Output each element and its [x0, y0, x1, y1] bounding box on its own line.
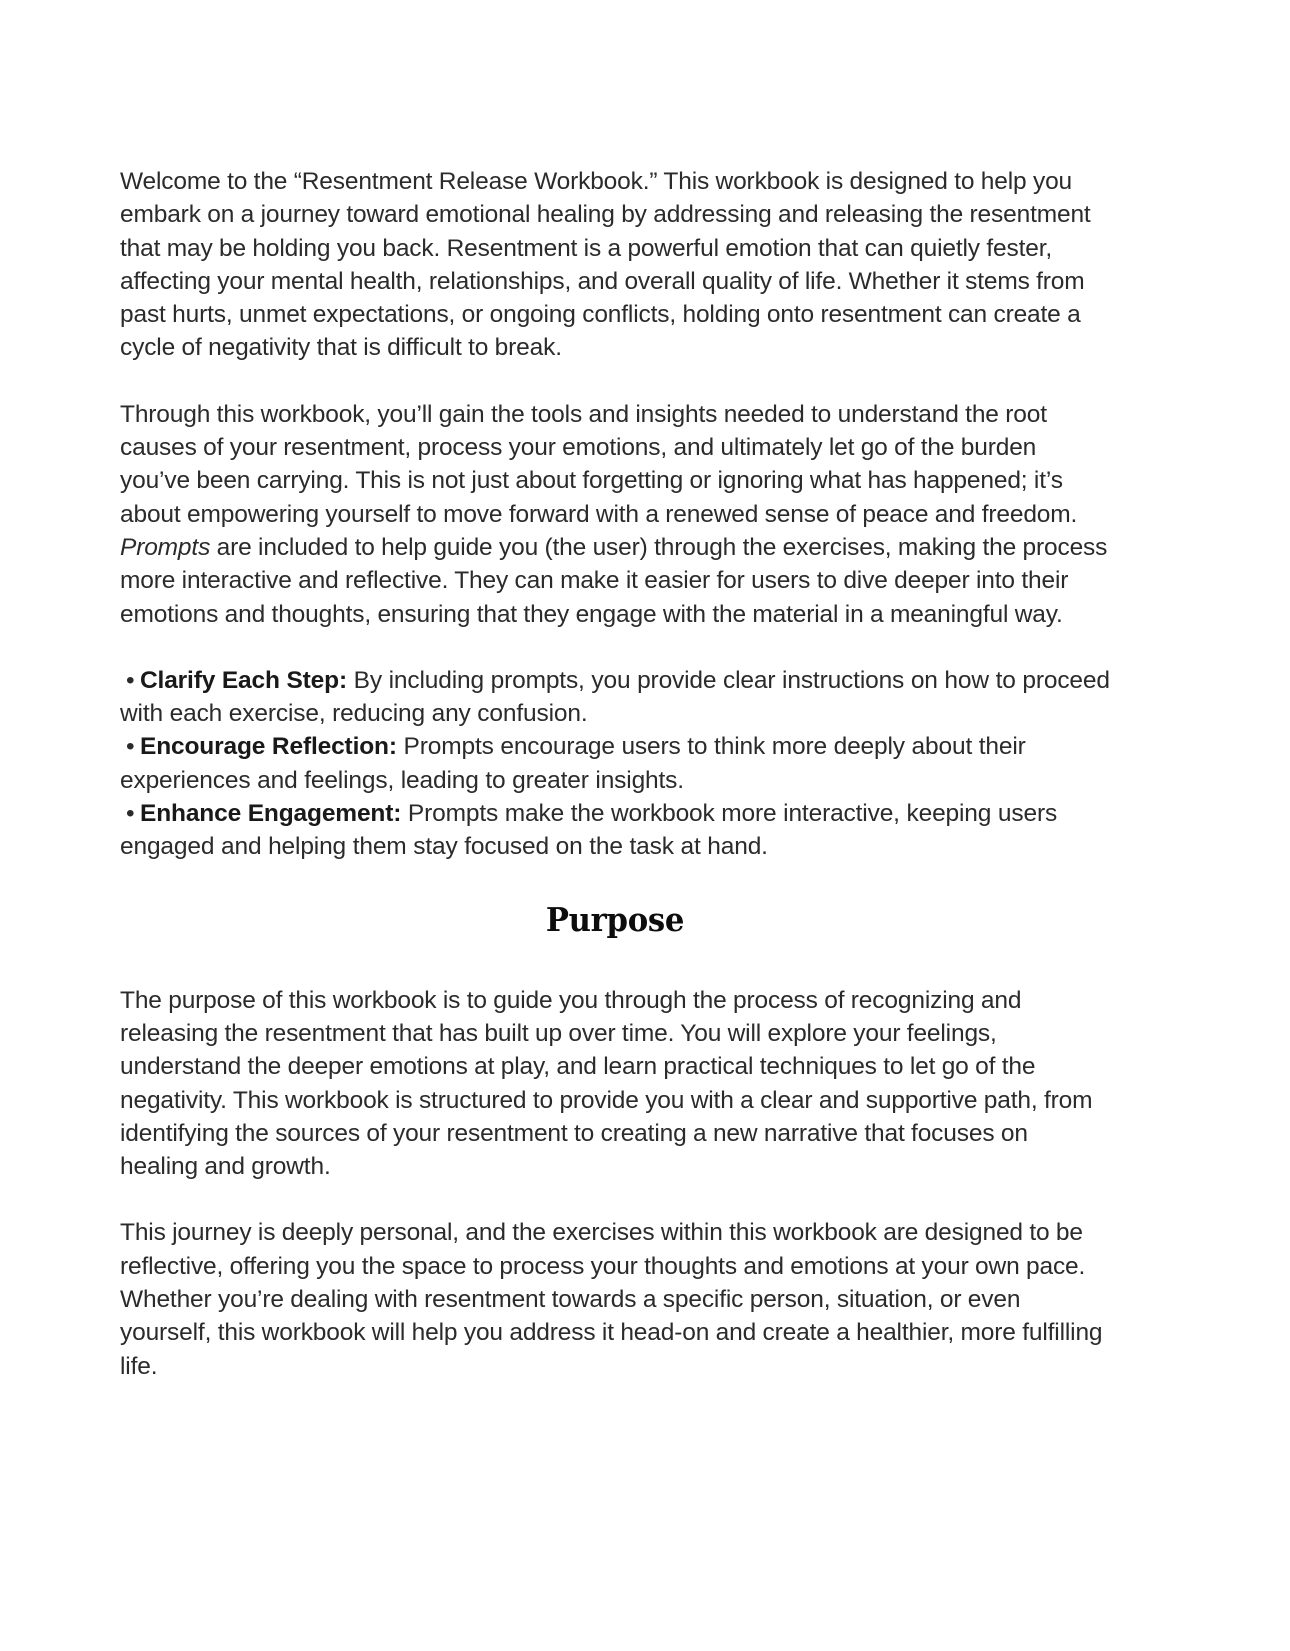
- bullet-marker-icon: •: [126, 800, 135, 828]
- through-this-workbook-paragraph: [120, 398, 1110, 631]
- list-item-body-text: Prompts make the workbook more interactive, keeping users engaged and helping them stay focused on the task at hand.: [120, 800, 1058, 861]
- purpose-paragraph-2: This journey is deeply personal, and the exercises within this workbook are designed to be reflective, offering you the space to process your thoughts and emotions at your own pace. Whether you’re dealing with resentment towards a specific person, situation, or even yourself, this workbook will help you address it head-on and create a healthier, more fulfilling life.: [120, 1219, 1103, 1380]
- paragraph-2-text-before-italic: Through this workbook, you’ll gain the tools and insights needed to understand the root causes of your resentment, process your emotions, and ultimately let go of the burden you’ve been carrying. This is not just about forgetting or ignoring what has happened; it’s about empowering yourself to move forward with a renewed sense of peace and freedom.: [120, 400, 1078, 528]
- purpose-paragraph-1: The purpose of this workbook is to guide you through the process of recognizing and releasing the resentment that has built up over time. You will explore your feelings, understand the deeper emotions at play, and learn practical techniques to let go of the negativity. This workbook is structured to provide you with a clear and supportive path, from identifying the sources of your resentment to creating a new narrative that focuses on healing and growth.: [120, 986, 1093, 1181]
- bullet-marker-icon: •: [126, 733, 135, 761]
- list-item-body-text: Prompts encourage users to think more deeply about their experiences and feelings, leading to greater insights.: [120, 733, 1026, 794]
- page-title: Purpose: [545, 899, 685, 939]
- list-item: [120, 664, 1110, 731]
- document-content: [120, 165, 1110, 1416]
- list-item-lead-label: Encourage Reflection:: [140, 733, 397, 761]
- intro-paragraph: Welcome to the “Resentment Release Workbook.” This workbook is designed to help you embark on a journey toward emotional healing by addressing and releasing the resentment that may be holding you back. Resentment is a powerful emotion that can quietly fester, affecting your mental health, relationships, and overall quality of life. Whether it stems from past hurts, unmet expectations, or ongoing conflicts, holding onto resentment can create a cycle of negativity that is difficult to break.: [120, 168, 1091, 362]
- list-item-lead-label: Clarify Each Step:: [140, 666, 347, 694]
- bullet-marker-icon: •: [126, 666, 135, 694]
- list-item: [120, 730, 1110, 797]
- list-item-lead-label: Enhance Engagement:: [140, 800, 402, 828]
- list-item-body-text: By including prompts, you provide clear instructions on how to proceed with each exercise, reducing any confusion.: [120, 666, 1110, 728]
- purpose-heading-block: [120, 900, 1110, 940]
- list-item: [120, 797, 1110, 864]
- paragraph-2-text-after-italic: are included to help guide you (the user) through the exercises, making the process more interactive and reflective. They can make it easier for users to dive deeper into their emotions and thoughts, ensuring that they engage with the material in a meaningful way.: [120, 533, 1108, 628]
- prompts-italic-term: Prompts: [120, 533, 211, 561]
- prompts-benefits-list: [120, 664, 1110, 864]
